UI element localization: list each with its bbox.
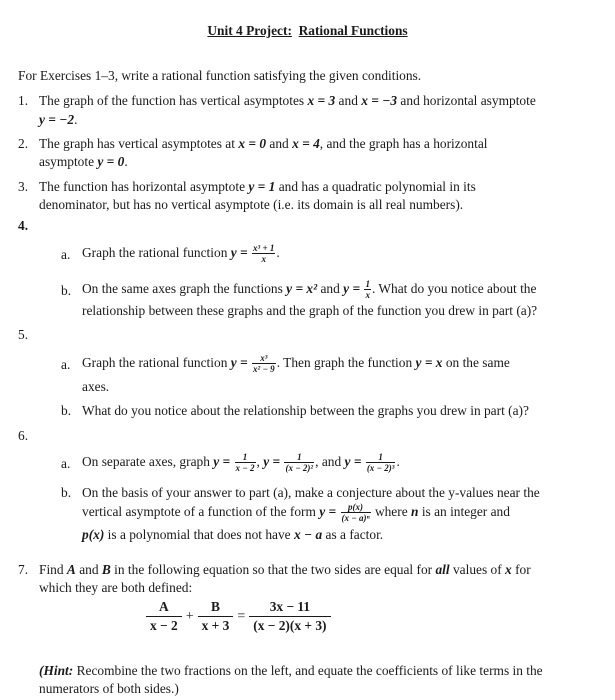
- hint-line-2: numerators of both sides.): [39, 681, 179, 696]
- exercise-7-line-2: which they are both defined:: [39, 580, 193, 595]
- eq-x-4: x = 4: [292, 136, 320, 151]
- exercise-1-line-1: The graph of the function has vertical asymptotes x = 3 and x = −3 and horizontal asymptote: [39, 93, 536, 108]
- page-title: [0, 21, 615, 40]
- fraction-rhs: $\frac{3x - 11}{(x - 2)(x + 3)}$: [249, 598, 330, 635]
- exercise-2-line-2: asymptote y = 0.: [39, 154, 128, 169]
- exercise-5b-text: What do you notice about the relationship between the graphs you drew in part (a)?: [82, 403, 529, 418]
- eq-x-3: x = 3: [307, 93, 336, 108]
- exercise-6b-line-2: vertical asymptote of a function of the form y = $\frac{p(x)}{\text{(x − a)ⁿ}}$ where n is an integer and: [82, 502, 510, 524]
- title-prefix: Unit 4 Project:: [207, 23, 292, 38]
- exercise-6b-line-3: p(x) is a polynomial that does not have x − a as a factor.: [82, 527, 384, 542]
- exercise-6b-label: b.: [61, 485, 72, 500]
- fraction-x3-plus-1-over-x: $\frac{\text{x³ + 1}}{x}$: [253, 243, 275, 265]
- exercise-4b-line-2: relationship between these graphs and the graph of the function you drew in part (a)?: [82, 303, 538, 318]
- exercise-5a-label: a.: [61, 357, 71, 372]
- exercise-2-number: 2.: [18, 136, 29, 151]
- exercise-6a-label: a.: [61, 456, 71, 471]
- fraction-px-over-x-minus-a-n: $\frac{p(x)}{\text{(x − a)ⁿ}}$: [341, 502, 370, 524]
- equals-sign: =: [237, 609, 246, 624]
- eq-x-0: x = 0: [238, 136, 267, 151]
- intro-text: For Exercises 1–3, write a rational function satisfying the given conditions.: [18, 68, 422, 83]
- eq-y-neg2: y = −2: [39, 112, 75, 127]
- exercise-1-line-2: y = −2.: [39, 112, 78, 127]
- fraction-1-over-x-minus-2: $\frac{1}{x - 2}$: [235, 452, 255, 474]
- exercise-5-number: 5.: [18, 327, 29, 342]
- hint-label: Hint:: [43, 663, 74, 678]
- exercise-3-number: 3.: [18, 179, 29, 194]
- plus-sign: +: [185, 609, 194, 624]
- exercise-5a-line-2: axes.: [82, 379, 110, 394]
- exercise-4a-label: a.: [61, 247, 71, 262]
- exercise-6a-text: On separate axes, graph y = $\frac{1}{x - 2}$ , y = $\frac{1}{\text{(x − 2)²}}$ , and y = $\frac{1}{\text{(x − 2)³}}$ .: [82, 452, 400, 474]
- exercise-3-line-1: The function has horizontal asymptote y = 1 and has a quadratic polynomial in its: [39, 179, 476, 194]
- exercise-1-number: 1.: [18, 93, 29, 108]
- exercise-4a-text: Graph the rational function y = $\frac{\text{x³ + 1}}{x}$ .: [82, 243, 280, 265]
- exercise-5b-label: b.: [61, 403, 72, 418]
- exercise-4b-label: b.: [61, 283, 72, 298]
- exercise-7-number: 7.: [18, 562, 29, 577]
- eq-y-0: y = 0: [97, 154, 125, 169]
- exercise-3-line-2: denominator, but has no vertical asymptote (i.e. its domain is all real numbers).: [39, 197, 464, 212]
- exercise-7-line-1: Find A and B in the following equation so that the two sides are equal for all values of x for: [39, 562, 531, 577]
- exercise-4-number: 4.: [18, 218, 29, 233]
- fraction-1-over-x: $\frac{1}{x}$: [365, 279, 370, 301]
- fraction-1-over-x-minus-2-cubed: $\frac{1}{\text{(x − 2)³}}$: [366, 452, 395, 474]
- eq-y-1: y = 1: [248, 179, 276, 194]
- title-main: Rational Functions: [298, 23, 408, 38]
- exercise-2-line-1: The graph has vertical asymptotes at x = 0 and x = 4, and the graph has a horizontal: [39, 136, 488, 151]
- exercise-6b-line-1: On the basis of your answer to part (a), make a conjecture about the y-values near the: [82, 485, 540, 500]
- partial-fraction-equation: [146, 598, 331, 635]
- fraction-B-over-x-plus-3: $\frac{B}{x + 3}$: [198, 598, 234, 635]
- fraction-x3-over-x2-minus-9: $\frac{\text{x³}}{\text{x² − 9}}$: [253, 353, 275, 375]
- fraction-A-over-x-minus-2: $\frac{A}{x - 2}$: [146, 598, 182, 635]
- exercise-5a-line-1: Graph the rational function y = $\frac{\text{x³}}{\text{x² − 9}}$ . Then graph the function y = x on the same: [82, 353, 510, 375]
- hint-line-1: (Hint: Recombine the two fractions on the left, and equate the coefficients of like terms in the: [39, 663, 543, 678]
- fraction-1-over-x-minus-2-squared: $\frac{1}{\text{(x − 2)²}}$: [285, 452, 314, 474]
- exercise-4b-line-1: On the same axes graph the functions y = x² and y = $\frac{1}{x}$ . What do you notice about the: [82, 279, 537, 301]
- eq-x-neg3: x = −3: [361, 93, 398, 108]
- exercise-6-number: 6.: [18, 428, 29, 443]
